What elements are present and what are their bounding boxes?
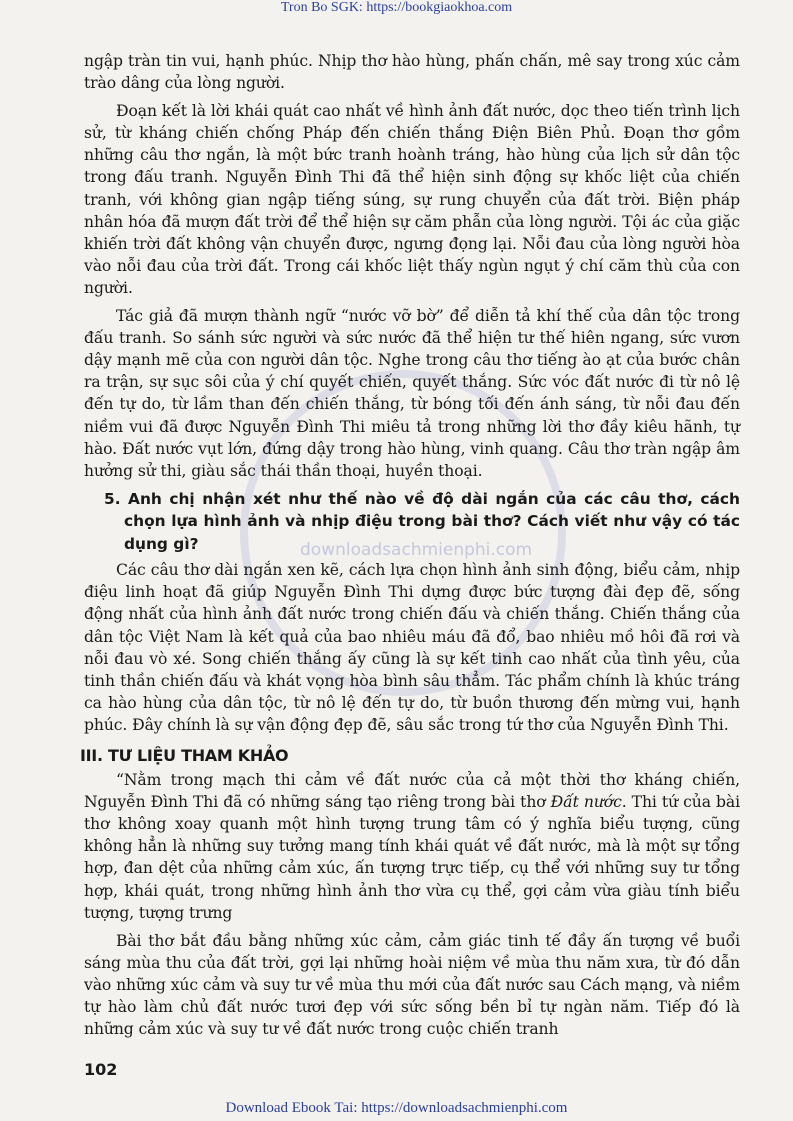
paragraph-2: Đoạn kết là lời khái quát cao nhất về hình ảnh đất nước, dọc theo tiến trình lịch sử, từ kháng chiến chống Pháp đến chiến thắng Điện Biên Phủ. Đoạn thơ gồm những câu thơ ngắn, là một bức tranh hoành tráng, hào hùng của lịch sử dân tộc trong đấu tranh. Nguyễn Đình Thi đã thể hiện sinh động sự khốc liệt của chiến tranh, với không gian ngập tiếng súng, sự rung chuyển của đất trời. Biện pháp nhân hóa đã mượn đất trời để thể hiện sự căm phẫn của lòng người. Tội ác của giặc khiến trời đất không vận chuyển được, ngưng đọng lại. Nỗi đau của lòng người hòa vào nỗi đau của trời đất. Trong cái khốc liệt thấy ngùn ngụt ý chí căm thù của con người. bbox=[84, 102, 740, 297]
footer-link[interactable]: Download Ebook Tai: https://downloadsachmienphi.com bbox=[225, 1100, 568, 1116]
poem-title: Đất nước bbox=[550, 793, 622, 812]
watermark-text: downloadsachmienphi.com bbox=[300, 540, 533, 560]
header-link[interactable]: Tron Bo SGK: https://bookgiaokhoa.com bbox=[280, 0, 513, 15]
paragraph-5-part-b: . Thi tứ của bài thơ không xoay quanh một hình tượng trung tâm có ý nghĩa biểu tượng, cũng không hẳn là những suy tưởng mang tính khái quát về đất nước, mà là một sự tổng hợp, đan dệt của những cảm xúc, ấn tượng trực tiếp, cụ thể với những suy tư tổng hợp, khái quát, trong những hình ảnh thơ vừa cụ thể, gợi cảm vừa giàu tính biểu tượng, tượng trưng bbox=[84, 793, 740, 922]
paragraph-4: Các câu thơ dài ngắn xen kẽ, cách lựa chọn hình ảnh sinh động, biểu cảm, nhịp điệu linh hoạt đã giúp Nguyễn Đình Thi dựng được bức tượng đài đẹp đẽ, sống động nhất của hình ảnh đất nước trong chiến đấu và chiến thắng. Chiến thắng của dân tộc Việt Nam là kết quả của bao nhiêu máu đã đổ, bao nhiêu mồ hôi đã rơi và nỗi đau vò xé. Song chiến thắng ấy cũng là sự kết tinh cao nhất của tình yêu, của tinh thần chiến đấu và khát vọng hòa bình sâu thẳm. Tác phẩm chính là khúc tráng ca hào hùng của dân tộc, từ nô lệ đến tự do, từ buồn thương đến mừng vui, hạnh phúc. Đây chính là sự vận động đẹp đẽ, sâu sắc trong tứ thơ của Nguyễn Đình Thi. bbox=[84, 561, 740, 734]
paragraph-5-part-a: “Nằm trong mạch thi cảm về đất nước của cả một thời thơ kháng chiến, Nguyễn Đình Thi đã có những sáng tạo riêng trong bài thơ bbox=[84, 771, 740, 812]
page-content bbox=[80, 50, 740, 1040]
page-number: 102 bbox=[84, 1060, 118, 1079]
question-5: 5. Anh chị nhận xét như thế nào về độ dài ngắn của các câu thơ, cách chọn lựa hình ảnh và nhịp điệu trong bài thơ? Cách viết như vậy có tác dụng gì? bbox=[104, 489, 740, 553]
paragraph-1: ngập tràn tin vui, hạnh phúc. Nhịp thơ hào hùng, phấn chấn, mê say trong xúc cảm trào dâng của lòng người. bbox=[84, 52, 740, 93]
section-title: III. TƯ LIỆU THAM KHẢO bbox=[80, 746, 289, 766]
paragraph-5 bbox=[84, 769, 740, 924]
paragraph-6: Bài thơ bắt đầu bằng những xúc cảm, cảm giác tinh tế đầy ấn tượng về buổi sáng mùa thu của đất trời, gợi lại những hoài niệm về mùa thu năm xưa, từ đó dẫn vào những xúc cảm và suy tư về mùa thu mới của đất nước sau Cách mạng, và niềm tự hào làm chủ đất nước tươi đẹp với sức sống bền bỉ tự ngàn năm. Tiếp đó là những cảm xúc và suy tư về đất nước trong cuộc chiến tranh bbox=[84, 931, 740, 1039]
paragraph-3: Tác giả đã mượn thành ngữ “nước vỡ bờ” để diễn tả khí thế của dân tộc trong đấu tranh. So sánh sức người và sức nước đã thể hiện tư thế hiên ngang, sức vươn dậy mạnh mẽ của con người dân tộc. Nghe trong câu thơ tiếng ào ạt của bước chân ra trận, sự sục sôi của ý chí quyết chiến, quyết thắng. Sức vóc đất nước đi từ nô lệ đến tự do, từ lầm than đến chiến thắng, từ bóng tối đến ánh sáng, từ nỗi đau đến niềm vui đã được Nguyễn Đình Thi miêu tả trong những lời thơ đầy kiêu hãnh, tự hào. Đất nước vụt lớn, đứng dậy trong hào hùng, vinh quang. Câu thơ tràn ngập âm hưởng sử thi, giàu sắc thái thần thoại, huyền thoại. bbox=[84, 307, 740, 480]
